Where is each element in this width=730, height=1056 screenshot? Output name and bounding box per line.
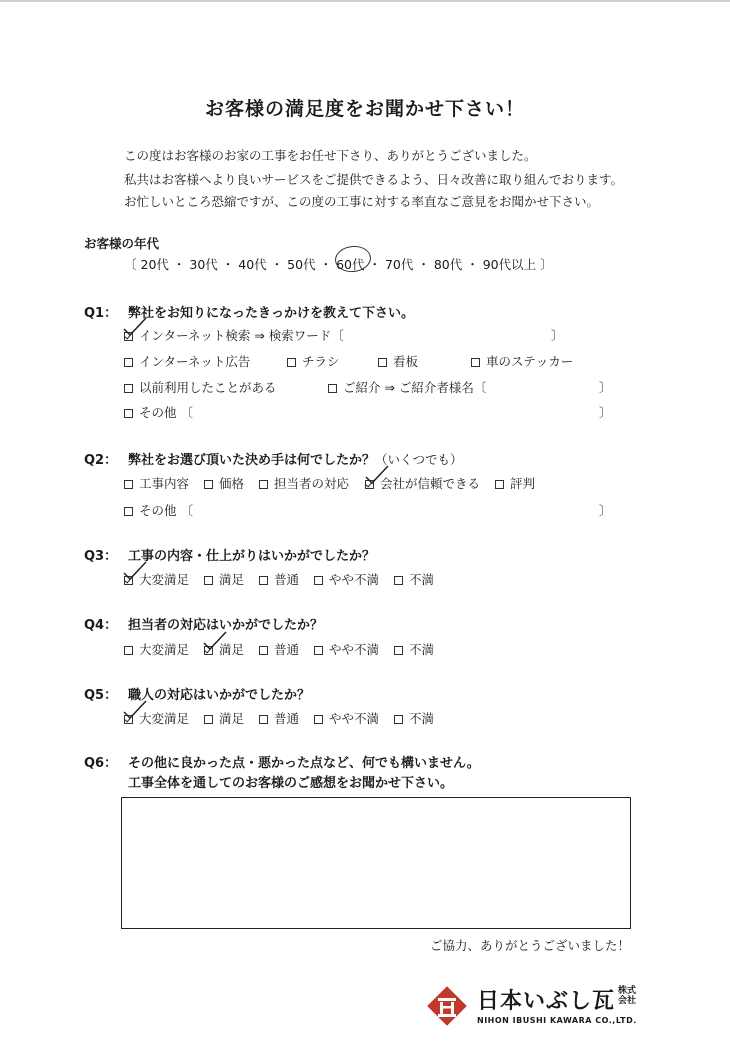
q2-option-other[interactable] <box>124 501 193 519</box>
q1-option-flyer[interactable] <box>287 352 340 370</box>
age-separator: ・ <box>368 257 381 272</box>
q3-number: Q3： <box>84 549 118 564</box>
q5-option-normal[interactable] <box>259 709 299 727</box>
company-logo-mark-icon <box>425 984 469 1028</box>
checkbox-icon[interactable] <box>259 480 268 489</box>
q1-option-referral[interactable] <box>328 378 486 396</box>
thank-you-text: ご協力、ありがとうございました！ <box>429 938 630 953</box>
q1-option-label: インターネット広告 <box>139 354 251 369</box>
checkbox-icon[interactable] <box>328 384 337 393</box>
q3-option-label: 普通 <box>274 572 300 587</box>
q2-option-label: 価格 <box>219 476 245 491</box>
q5-number: Q5： <box>84 688 118 703</box>
age-option-40[interactable]: 40代 <box>238 257 267 272</box>
q1-option-internet-search[interactable] <box>124 326 344 344</box>
intro-line-3: お忙しいところ恐縮ですが、この度の工事に対する率直なご意見をお聞かせ下さい。 <box>124 194 600 209</box>
age-option-90[interactable]: 90代以上 <box>482 257 537 272</box>
q4-option-dissatisfied[interactable] <box>394 640 434 658</box>
checkbox-icon[interactable] <box>259 715 268 724</box>
age-separator: ・ <box>417 257 430 272</box>
age-option-70[interactable]: 70代 <box>384 257 414 272</box>
q2-option-work[interactable] <box>124 474 189 492</box>
q3-option-label: 不満 <box>409 572 435 587</box>
q1-option-label: チラシ <box>302 354 340 369</box>
q5-question: 職人の対応はいかがでしたか？ <box>128 688 311 703</box>
handwritten-check-icon <box>202 630 228 652</box>
checkbox-icon[interactable] <box>378 358 387 367</box>
q6-comment-box[interactable] <box>121 797 631 929</box>
q2-option-label: 担当者の対応 <box>274 476 350 491</box>
q5-option-label: 大変満足 <box>139 711 190 726</box>
company-type-label <box>618 986 636 1006</box>
handwritten-check-icon <box>122 316 148 338</box>
age-separator: ・ <box>466 257 479 272</box>
q4-option-label: 普通 <box>274 642 300 657</box>
q1-option-previous[interactable] <box>124 378 277 396</box>
q2-option-label: その他 〔 <box>139 503 193 518</box>
q2-option-label: 会社が信頼できる <box>380 476 481 491</box>
q2-option-staff[interactable] <box>259 474 349 492</box>
q4-option-label: 満足 <box>219 642 245 657</box>
age-separator: ・ <box>172 257 186 272</box>
checkbox-icon[interactable] <box>287 358 296 367</box>
checkbox-icon[interactable] <box>124 358 133 367</box>
q2-question: 弊社をお選び頂いた決め手は何でしたか？ <box>128 453 376 468</box>
checkbox-icon[interactable] <box>314 646 323 655</box>
checkbox-icon[interactable] <box>394 715 403 724</box>
q4-option-label: やや不満 <box>329 642 380 657</box>
scan-edge-line <box>0 0 730 2</box>
checkbox-icon[interactable] <box>204 480 213 489</box>
q3-option-normal[interactable] <box>259 570 299 588</box>
q1-option-label: ご紹介 ⇒ ご紹介者様名〔 <box>343 380 487 395</box>
company-name: 日本いぶし瓦 <box>477 989 616 1014</box>
q3-option-label: 満足 <box>219 572 245 587</box>
q1-option-label: その他 〔 <box>139 405 193 420</box>
q6-heading <box>84 752 480 771</box>
q2-heading <box>84 449 463 468</box>
checkbox-icon[interactable] <box>124 480 133 489</box>
checkbox-icon[interactable] <box>124 646 133 655</box>
q1-option-label: 以前利用したことがある <box>139 380 277 395</box>
q6-question-line-1: その他に良かった点・悪かった点など、何でも構いません。 <box>128 756 480 771</box>
q6-question-line-2: 工事全体を通してのお客様のご感想をお聞かせ下さい。 <box>128 776 454 791</box>
q5-option-label: 不満 <box>409 711 435 726</box>
age-open-bracket: 〔 <box>124 257 137 272</box>
handwritten-check-icon <box>122 699 148 721</box>
q2-option-price[interactable] <box>204 474 244 492</box>
intro-line-1: この度はお客様のお家の工事をお任せ下さり、ありがとうございました。 <box>124 148 537 163</box>
q2-number: Q2： <box>84 453 118 468</box>
age-option-20[interactable]: 20代 <box>140 257 169 272</box>
company-type-bottom: 会社 <box>618 996 637 1006</box>
age-close-bracket: 〕 <box>540 257 553 272</box>
q2-other-close-bracket: 〕 <box>599 503 612 518</box>
q1-option-label: インターネット検索 ⇒ 検索ワード〔 <box>139 328 344 343</box>
q5-option-somewhat-dissatisfied[interactable] <box>314 709 379 727</box>
q3-option-label: 大変満足 <box>139 572 190 587</box>
checkbox-icon[interactable] <box>204 576 213 585</box>
q1-question: 弊社をお知りになったきっかけを教えて下さい。 <box>128 306 415 321</box>
checkbox-icon[interactable] <box>314 576 323 585</box>
q5-option-label: やや不満 <box>329 711 380 726</box>
q4-number: Q4： <box>84 618 118 633</box>
q5-option-label: 満足 <box>219 711 245 726</box>
q3-option-somewhat-dissatisfied[interactable] <box>314 570 379 588</box>
q1-option-signboard[interactable] <box>378 352 418 370</box>
q2-option-reputation[interactable] <box>495 474 535 492</box>
q4-option-very-satisfied[interactable] <box>124 640 189 658</box>
checkbox-icon[interactable] <box>204 715 213 724</box>
age-option-60[interactable]: 60代 <box>336 257 365 272</box>
q1-option-other[interactable] <box>124 403 193 421</box>
q1-other-close-bracket: 〕 <box>599 405 612 420</box>
checkbox-icon[interactable] <box>314 715 323 724</box>
q3-option-label: やや不満 <box>329 572 380 587</box>
company-logo <box>425 984 650 1032</box>
checkbox-icon[interactable] <box>124 507 133 516</box>
q1-number: Q1： <box>84 306 118 321</box>
intro-line-2: 私共はお客様へより良いサービスをご提供できるよう、日々改善に取り組んでおります。 <box>124 172 624 187</box>
checkbox-icon[interactable] <box>471 358 480 367</box>
company-type-top: 株式 <box>618 986 637 996</box>
q1-referral-close-bracket: 〕 <box>599 380 612 395</box>
q4-option-normal[interactable] <box>259 640 299 658</box>
q4-question: 担当者の対応はいかがでしたか？ <box>128 618 324 633</box>
q3-option-satisfied[interactable] <box>204 570 244 588</box>
q4-option-label: 不満 <box>409 642 435 657</box>
q1-option-label: 看板 <box>393 354 419 369</box>
q1-option-internet-ad[interactable] <box>124 352 250 370</box>
q4-option-label: 大変満足 <box>139 642 190 657</box>
q5-option-satisfied[interactable] <box>204 709 244 727</box>
age-separator: ・ <box>221 257 235 272</box>
age-option-30[interactable]: 30代 <box>189 257 218 272</box>
handwritten-check-icon <box>122 560 148 582</box>
q2-option-label: 評判 <box>510 476 536 491</box>
q1-search-close-bracket: 〕 <box>551 328 564 343</box>
age-option-50[interactable]: 50代 <box>287 257 316 272</box>
age-label: お客様の年代 <box>84 236 160 251</box>
q3-option-dissatisfied[interactable] <box>394 570 434 588</box>
q6-number: Q6： <box>84 756 118 771</box>
checkbox-icon[interactable] <box>124 409 133 418</box>
q5-option-dissatisfied[interactable] <box>394 709 434 727</box>
checkbox-icon[interactable] <box>394 576 403 585</box>
age-separator: ・ <box>319 257 333 272</box>
checkbox-icon[interactable] <box>394 646 403 655</box>
checkbox-icon[interactable] <box>124 384 133 393</box>
company-name-english: NIHON IBUSHI KAWARA CO.,LTD. <box>477 1016 637 1025</box>
q4-option-somewhat-dissatisfied[interactable] <box>314 640 379 658</box>
q5-option-label: 普通 <box>274 711 300 726</box>
q2-note: （いくつでも） <box>375 452 463 467</box>
q5-heading <box>84 684 310 703</box>
checkbox-icon[interactable] <box>259 646 268 655</box>
q3-question: 工事の内容・仕上がりはいかがでしたか？ <box>128 549 376 564</box>
handwritten-check-icon <box>364 464 390 486</box>
q1-option-label: 車のステッカー <box>486 354 574 369</box>
age-option-80[interactable]: 80代 <box>433 257 463 272</box>
age-separator: ・ <box>270 257 284 272</box>
checkbox-icon[interactable] <box>495 480 504 489</box>
page-title: お客様の満足度をお聞かせ下さい！ <box>204 98 525 120</box>
q1-option-car-sticker[interactable] <box>471 352 573 370</box>
checkbox-icon[interactable] <box>259 576 268 585</box>
q2-option-label: 工事内容 <box>139 476 190 491</box>
